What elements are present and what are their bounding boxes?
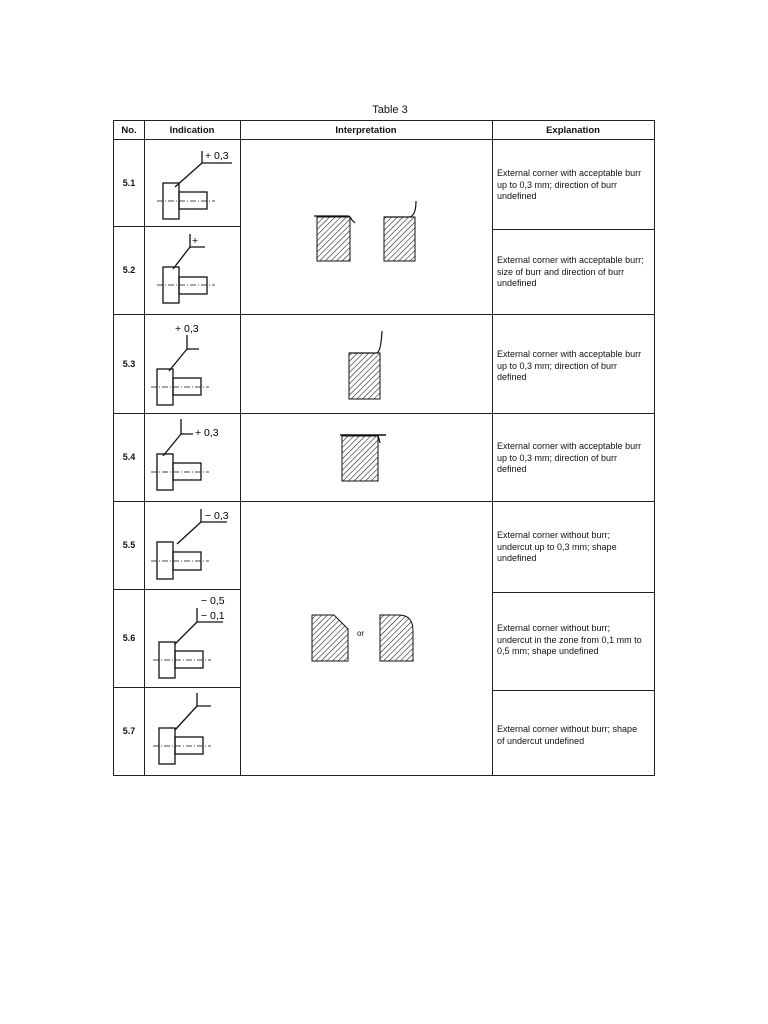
indication-label: + 0,3 bbox=[195, 427, 219, 439]
explanation-text: External corner with acceptable burr up to 0,3 mm; direction of burr defined bbox=[497, 441, 642, 474]
explanation-text: External corner with acceptable burr; size of burr and direction of burr undefined bbox=[497, 255, 644, 288]
interpretation-undefined-burr bbox=[314, 201, 416, 261]
explanation-text: External corner without burr; undercut up to 0,3 mm; shape undefined bbox=[497, 530, 617, 563]
interpretation-burr-up bbox=[349, 331, 382, 399]
row-number: 5.6 bbox=[122, 633, 136, 643]
indication-label: + 0,3 bbox=[205, 150, 229, 162]
row-number: 5.5 bbox=[122, 540, 136, 550]
explanation-text: External corner with acceptable burr up to 0,3 mm; direction of burr undefined bbox=[497, 168, 642, 201]
row-number: 5.7 bbox=[122, 726, 136, 736]
row-number: 5.4 bbox=[122, 452, 136, 462]
header-indication: Indication bbox=[144, 121, 240, 140]
explanation-text: External corner with acceptable burr up to 0,3 mm; direction of burr defined bbox=[497, 349, 642, 382]
indication-label: + bbox=[192, 235, 199, 247]
header-interpretation: Interpretation bbox=[240, 121, 492, 140]
interpretation-drawings bbox=[114, 121, 654, 775]
interpretation-burr-side bbox=[340, 435, 386, 481]
indication-label: + 0,3 bbox=[175, 323, 199, 335]
interpretation-or-label: or bbox=[357, 629, 365, 638]
indication-label: − 0,1 bbox=[201, 610, 225, 622]
interpretation-undercut bbox=[312, 615, 413, 661]
indication-label-upper: − 0,5 bbox=[201, 595, 225, 607]
row-number: 5.1 bbox=[122, 178, 136, 188]
header-explanation: Explanation bbox=[492, 121, 654, 140]
explanation-text: External corner without burr; shape of undercut undefined bbox=[497, 724, 638, 746]
indication-label: − 0,3 bbox=[205, 510, 229, 522]
table-caption: Table 3 bbox=[372, 104, 408, 116]
explanation-text: External corner without burr; undercut in the zone from 0,1 mm to 0,5 mm; shape undefined bbox=[497, 623, 642, 656]
burr-table bbox=[113, 120, 655, 776]
row-number: 5.3 bbox=[122, 358, 136, 369]
row-number: 5.2 bbox=[122, 265, 136, 275]
header-no: No. bbox=[114, 121, 144, 140]
